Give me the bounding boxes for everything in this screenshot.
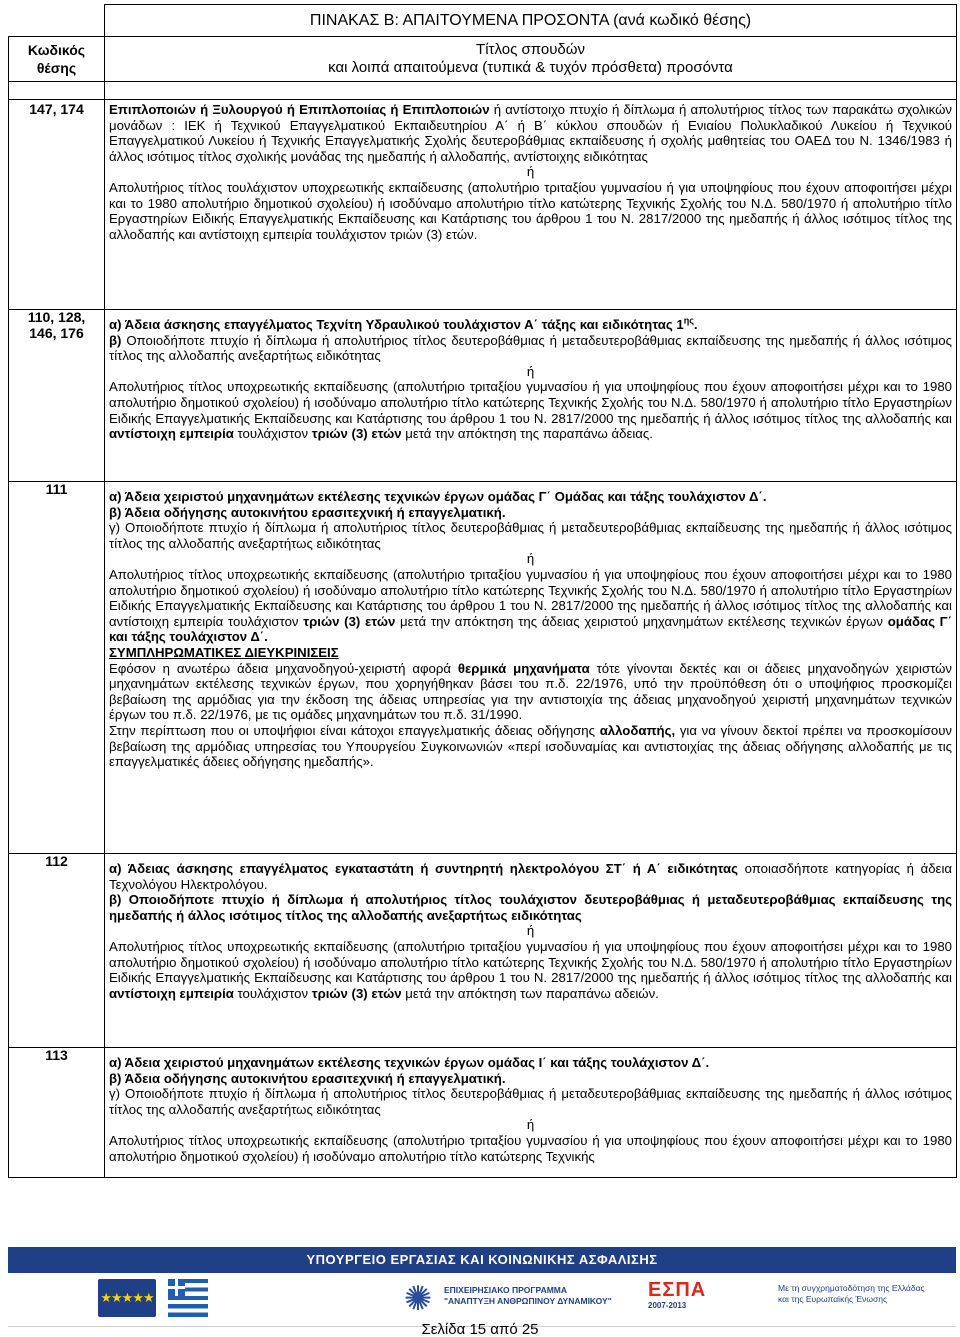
row-requirements <box>105 854 957 1048</box>
requirement-a: α) Άδεια άσκησης επαγγέλματος Τεχνίτη Υδραυλικού τουλάχιστον Α΄ τάξης και ειδικότητας $1^{\eta\varsigma}$. <box>109 315 698 332</box>
row-requirements <box>105 482 957 854</box>
row-requirements <box>105 1048 957 1178</box>
table-row <box>9 1048 957 1178</box>
cofunding-label: Με τη συγχρηματοδότηση της Ελλάδας και της Ευρωπαϊκής Ένωσης <box>778 1283 925 1304</box>
footer-banner <box>8 1247 956 1327</box>
requirement-paragraph: Απολυτήριος τίτλος υποχρεωτικής εκπαίδευσης (απολυτήριο τριταξίου γυμνασίου ή για υποψηφίους που έχουν αποφοιτήσει μέχρι και το 1980 απολυτήριο δημοτικού σχολείου) ή ισοδύναμο απολυτήριο τίτλο κατώτερης Τεχνικής Σχολής του Ν.Δ. 580/1970 ή απολυτήριο τίτλο Εργαστηρίων Ειδικής Επαγγελματικής Εκπαίδευσης και Κατάρτισης του άρθρου 1 του Ν. 2817/2000 της ημεδαπής ή άλλος ισότιμος τίτλος της αλλοδαπής και αντίστοιχη εμπειρία τουλάχιστον τριών (3) ετών μετά την απόκτηση της άδειας χειριστού μηχανημάτων εκτέλεσης τεχνικών έργων ομάδας Γ΄ και τάξης τουλάχιστον Δ΄. <box>109 566 952 645</box>
table-row <box>9 854 957 1048</box>
or-separator: ή <box>526 1117 535 1133</box>
requirements-table <box>8 4 957 1178</box>
row-code: 113 <box>9 1048 105 1178</box>
requirements-label-line2: και λοιπά απαιτούμενα (τυπικά & τυχόν πρόσθετα) προσόντα <box>328 59 733 76</box>
supplementary-note: Εφόσον η ανωτέρω άδεια μηχανοδηγού-χειριστή αφορά θερμικά μηχανήματα τότε γίνονται δεκτές και οι άδειες μηχανοδηγών χειριστών μηχανημάτων εκτέλεσης τεχνικών έργων, που χορηγήθηκαν βάσει του π.δ. 22/1976, υπό την προϋπόθεση ότι ο υποψήφιος προσκομίζει βεβαίωση της αρμόδιας για την έκδοση της άδειας υπηρεσίας για την αντιστοιχία της άδειας μηχανοδηγού χειριστή μηχανημάτων τεχνικών έργων του π.δ. 22/1976, με τις ομάδες μηχανημάτων του π.δ. 31/1990. <box>109 660 952 723</box>
greek-flag-icon <box>168 1279 208 1317</box>
operational-program-label: ΕΠΙΧΕΙΡΗΣΙΑΚΟ ΠΡΟΓΡΑΜΜΑ "ΑΝΑΠΤΥΞΗ ΑΝΘΡΩΠΙΝΟΥ ΔΥΝΑΜΙΚΟΥ" <box>444 1285 612 1306</box>
table-row <box>9 310 957 482</box>
supplementary-note: Στην περίπτωση που οι υποψήφιοι είναι κάτοχοι επαγγελματικής άδειας οδήγησης αλλοδαπής, για να γίνουν δεκτοί πρέπει να προσκομίσουν βεβαίωση της αρμόδιας υπηρεσίας του Υπουργείου Συγκοινωνιών «περί ισοδυναμίας και αντιστοιχίας της άδειας οδήγησης αλλοδαπής με τις επαγγελματικές άδειες οδήγησης ημεδαπής». <box>109 722 953 770</box>
requirements-label-line1: Τίτλος σπουδών <box>476 41 585 58</box>
row-requirements <box>105 310 957 482</box>
requirement-a: α) Άδεια χειριστού μηχανημάτων εκτέλεσης τεχνικών έργων ομάδας Γ΄ Ομάδας και τάξης τουλάχιστον Δ΄. <box>109 489 767 504</box>
table-header-title-row <box>9 5 957 37</box>
supplementary-heading: ΣΥΜΠΛΗΡΩΜΑΤΙΚΕΣ ΔΙΕΥΚΡΙΝΙΣΕΙΣ <box>109 644 339 660</box>
requirement-c: γ) Οποιοδήποτε πτυχίο ή δίπλωμα ή απολυτήριος τίτλος δευτεροβάθμιας ή μεταδευτεροβάθμιας εκπαίδευσης της ημεδαπής ή άλλος ισότιμος τίτλος της αλλοδαπής ανεξαρτήτως ειδικότητας <box>109 520 952 551</box>
column-header-requirements <box>105 37 957 82</box>
logos-strip <box>8 1273 956 1327</box>
requirement-b: β) Οποιοδήποτε πτυχίο ή δίπλωμα ή απολυτήριος τίτλος τουλάχιστον δευτεροβάθμιας ή μεταδευτεροβάθμιας εκπαίδευσης της ημεδαπής ή άλλος ισότιμος τίτλος της αλλοδαπής ανεξαρτήτως ειδικότητας <box>109 892 952 923</box>
page-number: Σελίδα 15 από 25 <box>421 1321 539 1337</box>
requirement-b: β) Άδεια οδήγησης αυτοκινήτου ερασιτεχνική ή επαγγελματική. <box>109 504 506 520</box>
row-requirements <box>105 100 957 310</box>
or-separator: ή <box>526 164 535 180</box>
or-separator: ή <box>526 363 535 379</box>
table-row <box>9 482 957 854</box>
requirement-paragraph: Απολυτήριος τίτλος υποχρεωτικής εκπαίδευσης (απολυτήριο τριταξίου γυμνασίου ή για υποψηφίους που έχουν αποφοιτήσει μέχρι και το 1980 απολυτήριο δημοτικού σχολείου) ή ισοδύναμο απολυτήριο τίτλο κατώτερης Τεχνικής <box>109 1132 952 1164</box>
program-emblem-icon: ✺ <box>403 1280 433 1318</box>
espa-logo: ΕΣΠΑ 2007-2013 <box>648 1279 707 1310</box>
table-row <box>9 100 957 310</box>
or-separator: ή <box>526 923 535 939</box>
requirement-paragraph: Απολυτήριος τίτλος υποχρεωτικής εκπαίδευσης (απολυτήριο τριταξίου γυμνασίου ή για υποψηφίους που έχουν αποφοιτήσει μέχρι και το 1980 απολυτήριο δημοτικού σχολείου) ή ισοδύναμο απολυτήριο τίτλο κατώτερης Τεχνικής Σχολής του Ν.Δ. 580/1970 ή απολυτήριο τίτλο Εργαστηρίων Ειδικής Επαγγελματικής Εκπαίδευσης και Κατάρτισης του άρθρου 1 του Ν. 2817/2000 της ημεδαπής ή άλλος ισότιμος τίτλος της αλλοδαπής και αντίστοιχη εμπειρία τουλάχιστον τριών (3) ετών μετά την απόκτηση της παραπάνω άδειας. <box>109 379 952 442</box>
column-header-code <box>9 37 105 82</box>
specialty-title: Επιπλοποιών ή Ξυλουργού ή Επιπλοποιίας ή Επιπλοποιών <box>109 102 490 117</box>
row-code: 112 <box>9 854 105 1048</box>
requirement-text: ή αντίστοιχο πτυχίο ή δίπλωμα ή απολυτήριος τίτλος των παρακάτω σχολικών μονάδων : ΙΕΚ ή Τεχνικού Επαγγελματικού Εκπαιδευτηρίου Α΄ ή Β΄ κύκλου σπουδών ή Ενιαίου Πολυκλαδικού Λυκείου ή Τεχνικού Επαγγελματικού Λυκείου ή Τεχνικής Επαγγελματικής Σχολής δευτεροβάθμιας εκπαίδευσης ή σχολής μαθητείας του ΟΑΕΔ του Ν. 1346/1983 ή άλλος ισότιμος τίτλος σχολικής μονάδας της ημεδαπής ή αλλοδαπής, αντίστοιχης ειδικότητας <box>109 102 952 164</box>
requirement-paragraph <box>109 102 952 164</box>
requirement-b: β) Οποιοδήποτε πτυχίο ή δίπλωμα ή απολυτήριος τίτλος δευτεροβάθμιας ή μεταδευτεροβάθμιας εκπαίδευσης της ημεδαπής ή άλλος ισότιμος τίτλος της αλλοδαπής ανεξαρτήτως ειδικότητας <box>109 332 952 364</box>
table-title: ΠΙΝΑΚΑΣ Β: ΑΠΑΙΤΟΥΜΕΝΑ ΠΡΟΣΟΝΤΑ (ανά κωδικό θέσης) <box>105 5 957 37</box>
ministry-title: ΥΠΟΥΡΓΕΙΟ ΕΡΓΑΣΙΑΣ ΚΑΙ ΚΟΙΝΩΝΙΚΗΣ ΑΣΦΑΛΙΣΗΣ <box>8 1247 956 1273</box>
requirement-c: γ) Οποιοδήποτε πτυχίο ή δίπλωμα ή απολυτήριος τίτλος δευτεροβάθμιας ή μεταδευτεροβάθμιας εκπαίδευσης της ημεδαπής ή άλλος ισότιμος τίτλος της αλλοδαπής ανεξαρτήτως ειδικότητας <box>109 1086 952 1117</box>
row-code: 111 <box>9 482 105 854</box>
code-label-line2: θέσης <box>36 60 77 76</box>
requirement-paragraph: Απολυτήριος τίτλος τουλάχιστον υποχρεωτικής εκπαίδευσης (απολυτήριο τριταξίου γυμνασίου ή για υποψηφίους που έχουν αποφοιτήσει μέχρι και το 1980 απολυτήριο δημοτικού σχολείου) ή ισοδύναμο απολυτήριο τίτλο κατώτερης Τεχνικής Σχολής του Ν.Δ. 580/1970 ή απολυτήριο τίτλο Εργαστηρίων Ειδικής Επαγγελματικής Εκπαίδευσης και Κατάρτισης του άρθρου 1 του Ν. 2817/2000 της ημεδαπής ή άλλος ισότιμος τίτλος της αλλοδαπής και αντίστοιχη εμπειρία τουλάχιστον τριών (3) ετών. <box>109 179 952 242</box>
row-code: 110, 128, 146, 176 <box>9 310 105 482</box>
or-separator: ή <box>526 551 535 567</box>
spacer-row <box>9 82 957 100</box>
table-header-row <box>9 37 957 82</box>
row-code: 147, 174 <box>9 100 105 310</box>
requirement-a: α) Άδεια χειριστού μηχανημάτων εκτέλεσης τεχνικών έργων ομάδας Ι΄ και τάξης τουλάχιστον Δ΄. <box>109 1055 710 1070</box>
requirement-paragraph: Απολυτήριος τίτλος υποχρεωτικής εκπαίδευσης (απολυτήριο τριταξίου γυμνασίου ή για υποψηφίους που έχουν αποφοιτήσει μέχρι και το 1980 απολυτήριο δημοτικού σχολείου) ή ισοδύναμο απολυτήριο τίτλο κατώτερης Τεχνικής Σχολής του Ν.Δ. 580/1970 ή απολυτήριο τίτλο Εργαστηρίων Ειδικής Επαγγελματικής Εκπαίδευσης και Κατάρτισης του άρθρου 1 του Ν. 2817/2000 της ημεδαπής ή άλλος ισότιμος τίτλος της αλλοδαπής και αντίστοιχη εμπειρία τουλάχιστον τριών (3) ετών μετά την απόκτηση των παραπάνω αδειών. <box>109 938 952 1001</box>
eu-flag-icon: ★★★★★ <box>98 1279 156 1317</box>
requirement-b: β) Άδεια οδήγησης αυτοκινήτου ερασιτεχνική ή επαγγελματική. <box>109 1070 506 1086</box>
code-label-line1: Κωδικός <box>27 42 86 58</box>
requirement-a: α) Άδειας άσκησης επαγγέλματος εγκαταστάτη ή συντηρητή ηλεκτρολόγου ΣΤ΄ ή Α΄ ειδικότητας οποιασδήποτε κατηγορίας ή άδεια Τεχνολόγου Ηλεκτρολόγου. <box>109 861 952 892</box>
